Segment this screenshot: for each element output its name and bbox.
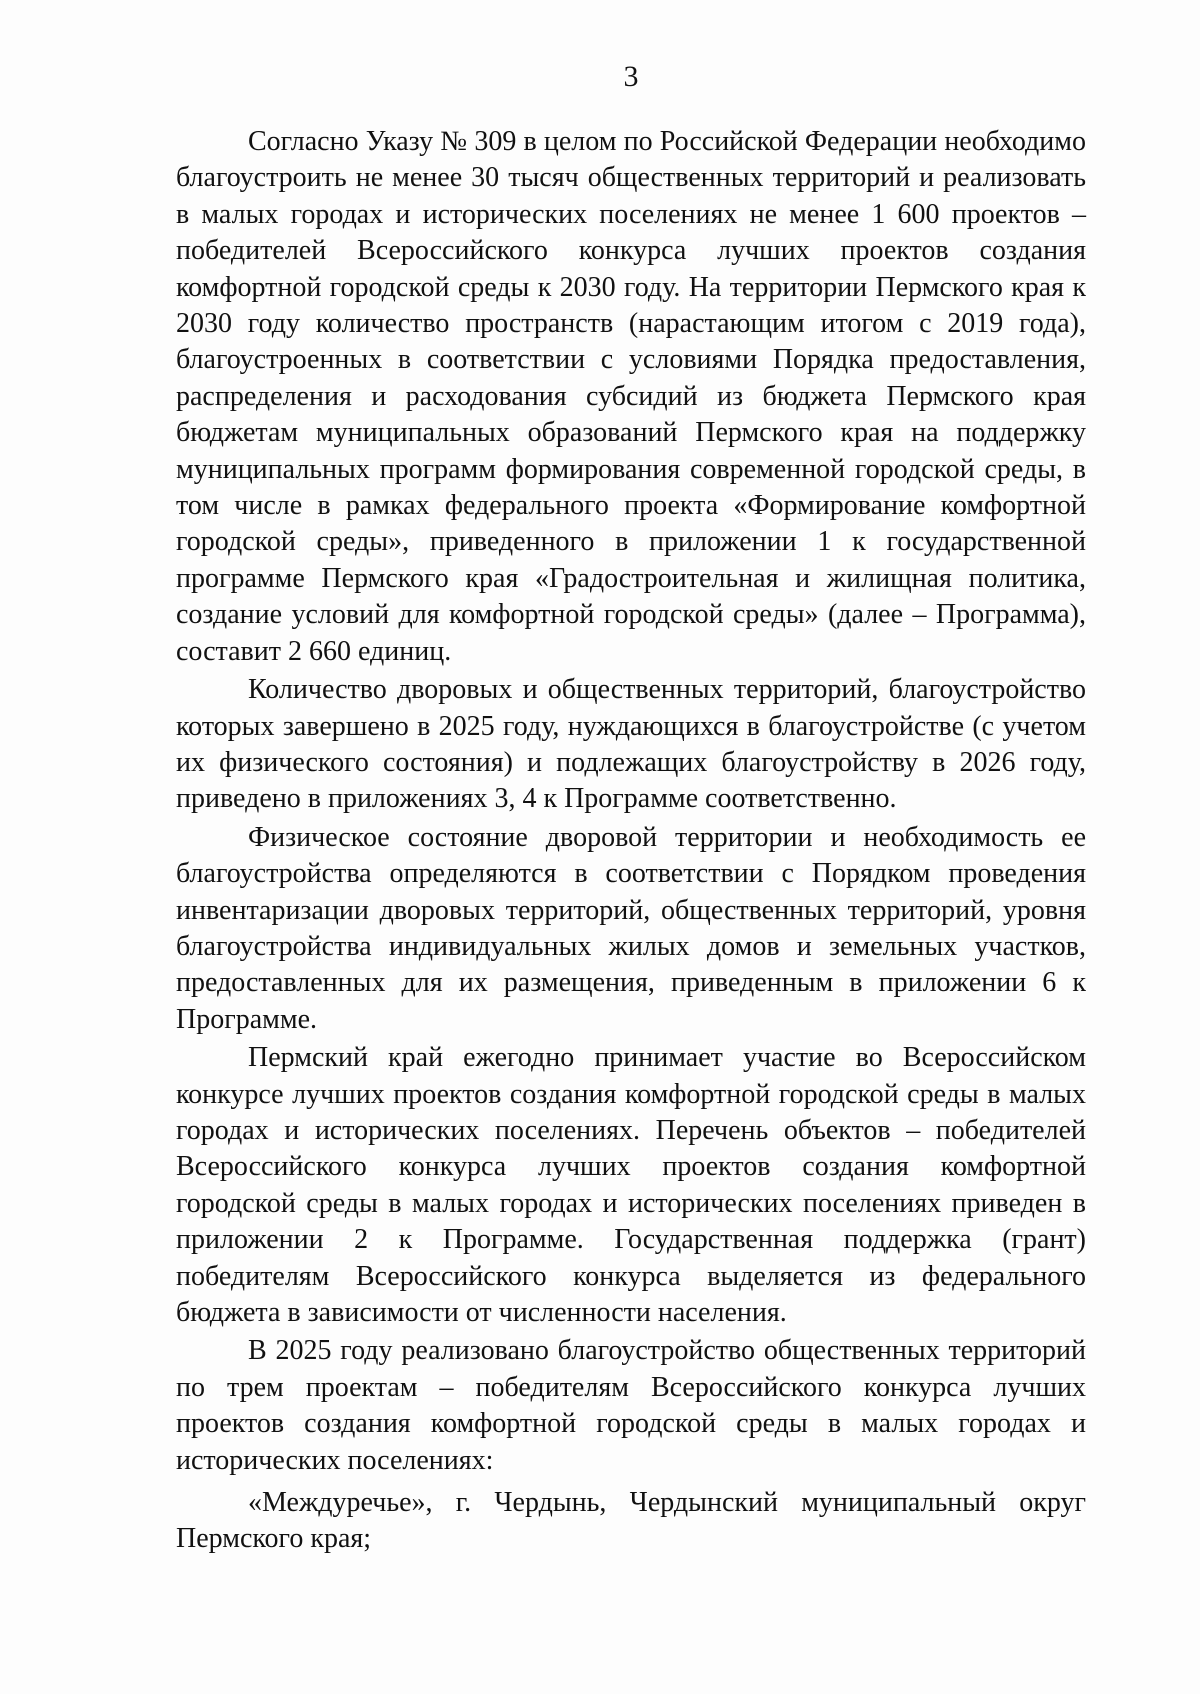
paragraph-1: Согласно Указу № 309 в целом по Российской Федерации необходимо благоустроить не менее 30 тысяч общественных территорий и реализовать в малых городах и исторических поселениях не менее 1 600 проектов – победителей Всероссийского конкурса лучших проектов создания комфортной городской среды к 2030 году. На территории Пермского края к 2030 году количество пространств (нарастающим итогом с 2019 года), благоустроенных в соответствии с условиями Порядка предоставления, распределения и расходования субсидий из бюджета Пермского края бюджетам муниципальных образований Пермского края на поддержку муниципальных программ формирования современной городской среды, в том числе в рамках федерального проекта «Формирование комфортной городской среды», приведенного в приложении 1 к государственной программе Пермского края «Градостроительная и жилищная политика, создание условий для комфортной городской среды» (далее – Программа), составит 2 660 единиц. — [176, 126, 1086, 667]
document-body — [176, 124, 1086, 1558]
paragraph-3: Физическое состояние дворовой территории и необходимость ее благоустройства определяются в соответствии с Порядком проведения инвентаризации дворовых территорий, общественных территорий, уровня благоустройства индивидуальных жилых домов и земельных участков, предоставленных для их размещения, приведенным в приложении 6 к Программе. — [176, 821, 1086, 1035]
paragraph-5: В 2025 году реализовано благоустройство общественных территорий по трем проектам – победителям Всероссийского конкурса лучших проектов создания комфортной городской среды в малых городах и исторических поселениях: — [176, 1335, 1086, 1476]
paragraph-4: Пермский край ежегодно принимает участие во Всероссийском конкурсе лучших проектов создания комфортной городской среды в малых городах и исторических поселениях. Перечень объектов – победителей Всероссийского конкурса лучших проектов создания комфортной городской среды в малых городах и исторических поселениях приведен в приложении 2 к Программе. Государственная поддержка (грант) победителям Всероссийского конкурса выделяется из федерального бюджета в зависимости от численности населения. — [176, 1042, 1086, 1328]
paragraph-2: Количество дворовых и общественных территорий, благоустройство которых завершено в 2025 году, нуждающихся в благоустройстве (с учетом их физического состояния) и подлежащих благоустройству в 2026 году, приведено в приложениях 3, 4 к Программе соответственно. — [176, 674, 1086, 815]
page-number: 3 — [623, 60, 639, 93]
paragraph-6: «Междуречье», г. Чердынь, Чердынский муниципальный округ Пермского края; — [176, 1487, 1086, 1555]
